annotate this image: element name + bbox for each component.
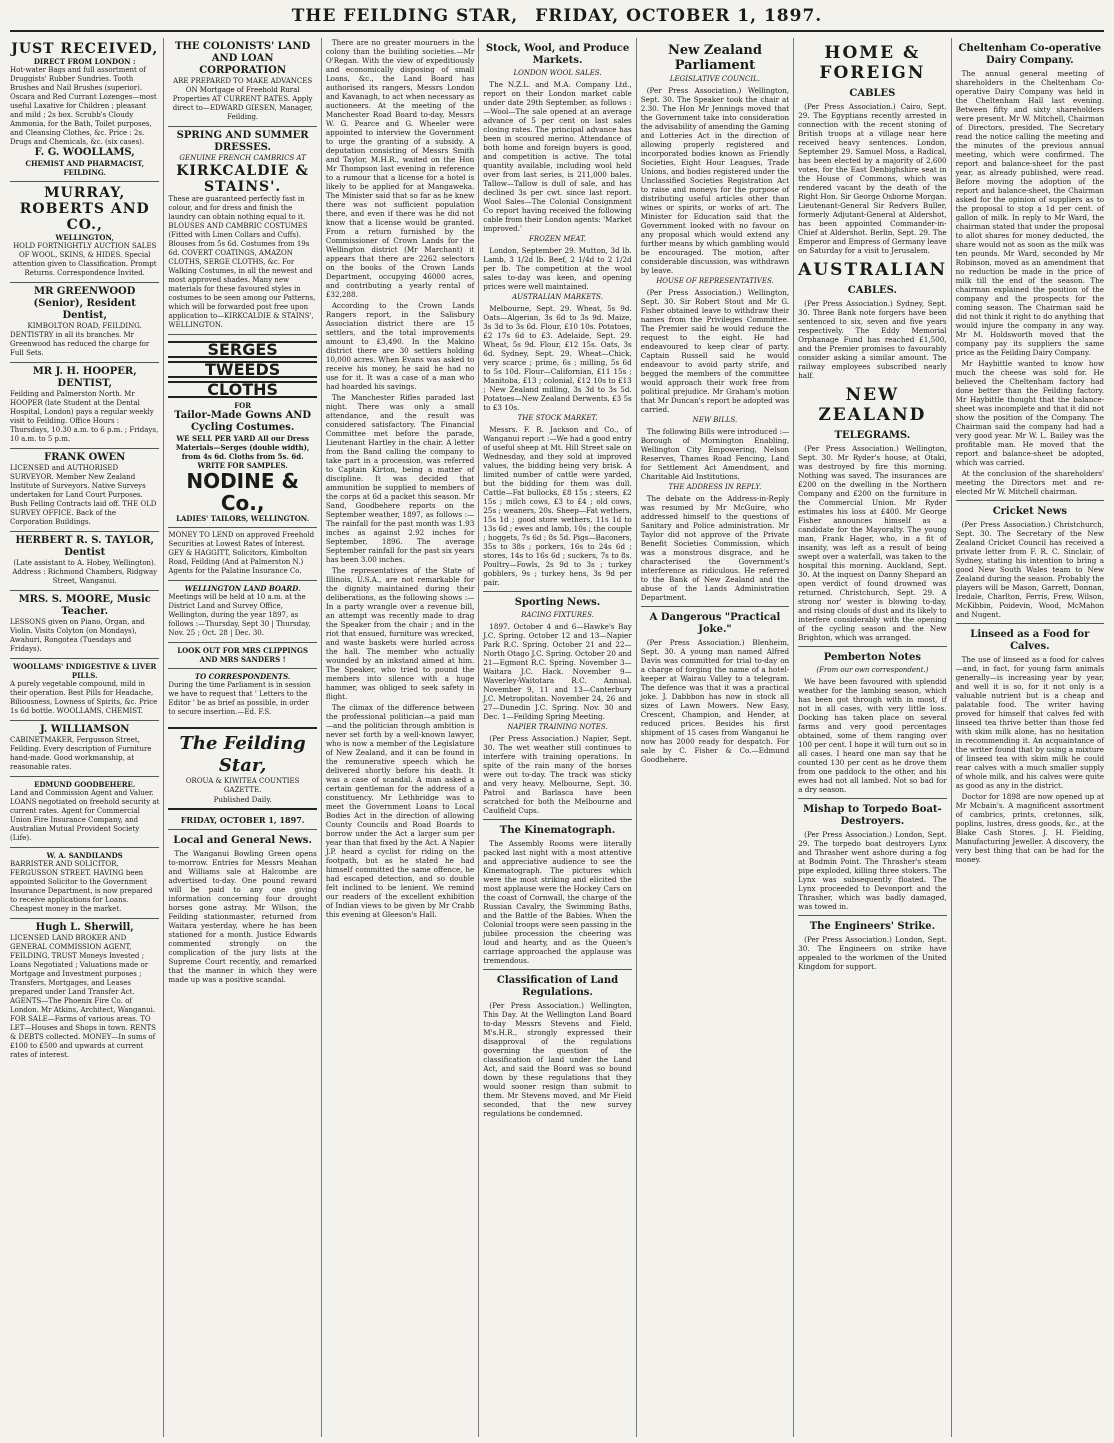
col3-upper-body: There are no greater mourners in the colony than the building societies.—Mr O'Regan. With the view of expeditiously and economically disposing of small Loans, &c., the Land Board has authorised its rangers, Messrs London and Kavanagh, to act when necessary as auctioneers. At the meeting of the Manchester Road Board to-day, Messrs W. G. Pearce and G. Wheeler were appointed to interview the Government to urge the granting of a subsidy. A deputation consisting of Messrs Smith and Taylor, M.H.R., waited on the Hon Mr Thompson last evening in reference to a rumour that a license for a hotel is likely to be applied for at Mangaweka. The Minister said that so far as he knew there was not sufficient population there, and even if there was he did not know that a license would be granted. From a return furnished by the Commissioner of Crown Lands for the Wellington district (Mr Marchant) it appears that there are 2262 selectors on the books of the Crown Lands Department, occupying 46000 acres, and contributing a yearly rental of £32,288. bbox=[325, 38, 475, 299]
ad-pills bbox=[10, 659, 159, 721]
ad-kirkcaldie bbox=[168, 127, 316, 335]
ad-murray-name: MURRAY, ROBERTS AND CO., bbox=[19, 185, 150, 233]
ad-dentist bbox=[10, 283, 159, 363]
ad-goodbehere-name: EDMUND GOODBEHERE. bbox=[34, 780, 136, 789]
col3-thwaite-body: The climax of the difference between the professional politician—a paid man—and the politician through ambition is never set forth by a well-known lawyer, who is now a member of the Legislature of New Zealand, and it can be found in the remunerative speech which he delivered shortly before his death. It was a case of scandal. A man asked a certain gentleman for the address of a constituency. Mr Lethbridge was to meet the Government Loans to Local Bodies Act in the direction of allowing County Councils and Road Boards to borrow under the Act a larger sum per year than that fixed by the Act. A Napier J.P. heard a cyclist for riding on the footpath, but as he stated he had himself committed the same offence, he had escaped detection, and so double felt inclined to be lenient. We remind our readers of the excellent exhibition of Indian views to be given by Mr Crabb this evening at Gleeson's Hall. bbox=[325, 703, 475, 919]
ad-taylor-body: (Late assistant to A. Hobey, Wellington). Address : Richmond Chambers, Ridgway Street, Wanganui. bbox=[12, 559, 158, 585]
london-wool-heading: LONDON WOOL SALES. bbox=[513, 69, 602, 77]
ad-lookout bbox=[168, 643, 316, 669]
ad-correspondents bbox=[168, 669, 316, 721]
classification-body: (Per Press Association.) Wellington, This Day. At the Wellington Land Board to-day Messrs Stevens and Field, M's.H.R., strongly expressed their disapproval of the regulations governing the question of the classification of land under the Land Act, and said the Board was so bound down by these regulations that they would sooner resign than submit to them. Mr Stevens moved, and Mr Field seconded, that the new survey regulations be condemned. bbox=[483, 1001, 632, 1118]
home-foreign-sub: CABLES bbox=[849, 88, 896, 99]
ad-drugs-chemist: F. G. WOOLLAMS, bbox=[34, 147, 135, 158]
joke-body: (Per Press Association.) Blenheim, Sept. 30. A young man named Alfred Davis was committed for trial to-day on a charge of forging the name of a hotel-keeper at Wairau Valley to a telegram. The defence was that it was a practical joke. J. Dabbbon has now in stock all sizes of Lawn Mowers. New Easy, Crescent, Champion, and Hender, at reduced prices. Besides his first shipment of 15 cases from Wanganui he now has 2000 ready for despatch. For sale by C. Fisher & Co.—Edmund Goodbehere. bbox=[640, 638, 790, 764]
ad-drugs bbox=[10, 38, 159, 182]
debate-heading: THE ADDRESS IN REPLY. bbox=[668, 483, 762, 491]
nz-telegrams-sub: TELEGRAMS. bbox=[834, 430, 911, 441]
stock-market-heading: THE STOCK MARKET. bbox=[517, 414, 598, 422]
sporting-heading: Sporting News. bbox=[514, 597, 601, 608]
london-wool-body: The N.Z.L. and M.A. Company Ltd., report on their London market cable under date 29th September, as follows :—Wool—The sale opened at an average advance of 5 per cent on last sales closing rates. The principal advance has been in scoured merino. Attendance of both home and foreign buyers is good, and competition is active. The total quantity available, including wool held over from last series, is 211,000 bales. Tallow—Tallow is dull of sale, and has declined 3s per cwt. since last report. Wool Sales—The Colonial Consignment Co report having received the following cable from their London agents: 'Market improved.' bbox=[483, 80, 632, 233]
new-bills-heading: NEW BILLS. bbox=[692, 416, 738, 424]
ad-dentist-name: MR GREENWOOD (Senior), Resident Dentist, bbox=[33, 286, 136, 321]
racing-heading: RACING FIXTURES. bbox=[521, 611, 594, 619]
ad-kirk-name: KIRKCALDIE & STAINS'. bbox=[176, 163, 310, 195]
newspaper-gazette: OROUA & KIWITEA COUNTIES GAZETTE. bbox=[185, 777, 300, 794]
ad-hooper-name: MR J. H. HOOPER, DENTIST, bbox=[32, 366, 137, 389]
napier-heading: NAPIER TRAINING NOTES. bbox=[507, 723, 608, 731]
ad-nodine bbox=[168, 335, 316, 528]
ad-spring-heading: SPRING AND SUMMER DRESSES. bbox=[176, 130, 309, 153]
cricket-heading: Cricket News bbox=[992, 506, 1067, 517]
ad-nodine-serges: SERGES bbox=[168, 341, 316, 358]
ad-sherwill-name: Hugh L. Sherwill, bbox=[35, 922, 134, 933]
newspaper-published: Published Daily. bbox=[213, 795, 272, 804]
engineers-heading: The Engineers' Strike. bbox=[809, 921, 936, 932]
parliament-heading: New Zealand Parliament bbox=[667, 43, 762, 73]
col3-manchester-body: The Manchester Rifles paraded last night. There was only a small attendance, and the result was considered satisfactory. The Financial Committee met before the parade, Lieutenant Hartley in the chair. A letter from the Band calling the company to take part in a procession, was referred to Captain Kirton, being a matter of discipline. It was decided that ammunition be supplied to members of the corps at 6d a packet this season. Mr Sand, Goodbehere reports on the September weather, 1897, as follows :—The rainfall for the past month was 1.93 inches as against 2.92 inches for September, 1896. The average September rainfall for the past six years has been 3.00 inches. bbox=[325, 393, 475, 564]
ad-sandilands bbox=[10, 848, 159, 919]
pemberton-body: We have been favoured with splendid weather for the lambing season, which has been got through with in most, if not in all cases, with very little loss. Docking has taken place on several farms and very good percentages obtained, some of them ranging over 100 per cent. I hope it will turn out so in all cases. I heard one man say that he counted 130 per cent as he drove them from one paddock to the other, and his ewes had not all lambed. Not so bad for a dry season. bbox=[798, 677, 947, 794]
column-7 bbox=[951, 38, 1108, 1437]
australian-markets-heading: AUSTRALIAN MARKETS. bbox=[512, 293, 603, 301]
issue-date: FRIDAY, OCTOBER 1, 1897. bbox=[180, 815, 305, 825]
cricket-body: (Per Press Association.) Christchurch, Sept. 30. The Secretary of the New Zealand Cricket Council has received a private letter from F. R. C. Sinclair, of Sydney, stating his intention to bring a good New South Wales team to New Zealand during the season. Probably the players will be Mason, Garrett, Donnan, Iredale, Charlton, Ferris, Frew, Wilson, McKibbin, Poidevin, Wood, McMahon and Nugent. bbox=[955, 520, 1105, 619]
ad-pills-name: WOOLLAMS' INDIGESTIVE & LIVER PILLS. bbox=[13, 662, 157, 680]
column-4 bbox=[478, 38, 635, 1437]
ad-williamson-body: CABINETMAKER, Fergusson Street, Feilding. Every description of Furniture hand-made. Good workmanship, at reasonable rates. bbox=[10, 736, 152, 771]
ad-murray-body: HOLD FORTNIGHTLY AUCTION SALES OF WOOL, SKINS, & HIDES. Special attention given to Classification. Prompt Returns. Correspondence Invited. bbox=[12, 242, 157, 277]
debate-body: The debate on the Address-in-Reply was resumed by Mr McGuire, who addressed himself to the questions of Sanitary and Police administration. Mr Taylor did not approve of the Private Benefit Societies Commission, which was a monstrous disgrace, and he characterised the Government's interference as ridiculous. He referred to the Bank of New Zealand and the abuse of the Lands Administration Department. bbox=[640, 494, 790, 602]
cheltenham-heading: Cheltenham Co-operative Dairy Company. bbox=[958, 43, 1102, 66]
column-3 bbox=[321, 38, 478, 1437]
newspaper-title-block bbox=[168, 727, 316, 810]
ad-nodine-cloths: CLOTHS bbox=[168, 381, 316, 398]
local-news-heading: Local and General News. bbox=[173, 835, 312, 846]
pemberton-sub: (From our own correspondent.) bbox=[816, 666, 929, 674]
ad-corr-body: During the time Parliament is in session we have to request that ' Letters to the Editor ' be as brief as possible, in order to secure insertion.—Ed. F.S. bbox=[168, 681, 311, 716]
engineers-body: (Per Press Association.) London, Sept. 30. The Engineers on strike have appealed to the workmen of the United Kingdom for support. bbox=[798, 935, 947, 971]
col3-weather-body: The representatives of the State of Illinois, U.S.A., are not remarkable for the dignity maintained during their deliberations, as the following shows :—In a party wrangle over a revenue bill, an attempt was recently made to drag the Speaker from the chair ; and in the riot that ensued, furniture was wrecked, and waste baskets were hurled across the hall. The member who actually wounded by an inkstand aimed at him. The Speaker, who tried to pound the members into silence with a huge hammer, was obliged to seek safety in flight. bbox=[325, 566, 475, 701]
ad-nodine-name: NODINE & Co., bbox=[186, 469, 299, 515]
ad-loan-body: MONEY TO LEND on approved Freehold Securities at Lowest Rates of Interest. GEY & HAGGITT, Solicitors, Kimbolton Road, Feilding (And at Palmerston N.) Agents for the Palatine Insurance Co. bbox=[168, 531, 315, 575]
ad-sherwill-body: LICENSED LAND BROKER AND GENERAL COMMISSION AGENT, FEILDING. TRUST Moneys Invested ; Loans Negotiated ; Valuations made or Mortgage and Investment purposes ; Transfers, Mortgages, and Leases prepared under Land Transfer Act. AGENTS—The Phoenix Fire Co. of London. Mr Atkins, Architect, Wanganui. FOR SALE—Farms of various areas. TO LET—Houses and Shops in town. RENTS & DEBTS collected. MONEY—In sums of £100 to £500 and upwards at current rates of interest. bbox=[10, 934, 156, 1059]
ad-board-body: Meetings will be held at 10 a.m. at the District Land and Survey Office, Wellington, during the year 1897, as follows :—Thursday, Sept 30 | Thursday, Nov. 25 ; Oct. 28 | Dec. 30. bbox=[168, 593, 311, 637]
house-heading: HOUSE OF REPRESENTATIVES. bbox=[656, 277, 774, 285]
ad-dentist-body: DENTISTRY in all its branches. Mr Greenwood has reduced the charge for Full Sets. bbox=[10, 331, 150, 357]
col3-rangers-body: According to the Crown Lands Rangers report, in the Salisbury Association district there are 15 settlers, and the total improvements amount to £3,490. In the Makino district there are 30 settlers holding 10,000 acres. When Evans was asked to receive his money, he said he had no use for it. It was a case of a man who had hoarded his savings. bbox=[325, 301, 475, 391]
ad-board bbox=[168, 581, 316, 643]
column-1 bbox=[6, 38, 163, 1437]
blake-body: Doctor for 1898 are now opened up at Mr Mcbain's. A magnificent assortment of cambrics, prints, cretonnes, silk, poplins, lustres, dress goods, &c., at the Blake Cash Stores. J. H. Fielding, Manufacturing Jeweller. A discovery, the very best thing that can be had for the money. bbox=[955, 792, 1105, 864]
ad-goodbehere bbox=[10, 777, 159, 848]
frozen-meat-heading: FROZEN MEAT. bbox=[529, 235, 587, 243]
kinematograph-heading: The Kinematograph. bbox=[499, 825, 616, 836]
ad-nodine-sub: LADIES' TAILORS, WELLINGTON. bbox=[176, 514, 310, 523]
ad-williamson bbox=[10, 721, 159, 777]
ad-corr-heading: TO CORRESPONDENTS. bbox=[194, 672, 291, 681]
masthead-name: THE FEILDING STAR, bbox=[291, 6, 519, 26]
ad-drugs-sub: DIRECT FROM LONDON : bbox=[33, 57, 136, 66]
column-2 bbox=[163, 38, 320, 1437]
ad-dentist-addr: KIMBOLTON ROAD, FEILDING. bbox=[27, 322, 142, 330]
council-heading: LEGISLATIVE COUNCIL. bbox=[669, 75, 761, 83]
torpedo-heading: Mishap to Torpedo Boat-Destroyers. bbox=[803, 804, 942, 827]
ad-moore bbox=[10, 591, 159, 659]
torpedo-body: (Per Press Association.) London, Sept. 29. The torpedo boat destroyers Lynx and Thrasher went ashore during a fog at Bodmin Point. The Thrasher's steam pipe exploded, killing three stokers. The Lynx was subsequently floated. The Lynx proceeded to Devonport and the Thrasher, which was badly damaged, was towed in. bbox=[798, 830, 947, 911]
nz-telegrams-body: (Per Press Association.) Wellington, Sept. 30. Mr Ryder's house, at Otaki, was destroyed by fire this morning. Nothing was saved. The insurances are £200 on the dwelling in the Northern Company and £200 on the furniture in the Commercial Union. Mr Ryder estimates his loss at £400. Mr George Fisher announces himself as a candidate for the Mayoralty. The young man, Frank Hager, who, in a fit of insanity, was left as a result of being swept over a waterfall, was taken to the hospital this morning. Auckland, Sept. 30. At the inquest on Danny Shepard an open verdict of found drowned was returned. Christchurch, Sept. 29. A strong nor' wester is blowing to-day, and rising clouds of dust and its likely to interfere considerably with the opening of the cycling season and the New Brighton, which was arranged. bbox=[798, 444, 947, 642]
ad-moore-name: MRS. S. MOORE, Music Teacher. bbox=[18, 594, 151, 617]
ad-murray-place: WELLINGTON, bbox=[55, 233, 114, 242]
napier-body: (Per Press Association.) Napier, Sept. 30. The wet weather still continues to interfere with training operations. In spite of the rain many of the horses were out to-day. The track was sticky and very heavy. Melbourne, Sept. 30. Patrol and Barlasca have been scratched for both the Melbourne and Caulfield Cups. bbox=[483, 734, 632, 815]
ad-colonists-name: THE COLONISTS' LAND AND LOAN CORPORATION bbox=[175, 41, 311, 76]
columns bbox=[6, 38, 1108, 1437]
ad-kirk-sub: GENUINE FRENCH CAMBRICS AT bbox=[179, 154, 306, 162]
racing-body: 1897. October 4 and 6—Hawke's Bay J.C. Spring. October 12 and 13—Napier Park R.C. Spring. October 21 and 22—North Otago J.C. Spring. October 20 and 21—Egmont R.C. Spring. November 3—Waitara J.C. Hack. November 9—Waverley-Waitotara R.C. Annual. November 9, 11 and 13—Canterbury J.C. Metropolitan. November 24, 26 and 27—Dunedin J.C. Spring. Nov. 30 and Dec. 1—Feilding Spring Meeting. bbox=[483, 622, 632, 721]
ad-owen bbox=[10, 449, 159, 532]
ad-drugs-heading: JUST RECEIVED, bbox=[11, 41, 159, 57]
ad-owen-name: FRANK OWEN bbox=[44, 452, 126, 463]
ad-drugs-body: Hot-water Bags and full assortment of Druggists' Rubber Sundries. Tooth Brushes and Nail Brushes (superior). Oscara and Red Currant Lozenges—most useful Laxative for Children ; pleasant and mild ; 2s box. Scrubb's Cloudy Ammonia, for the Bath, Toilet purposes, and Cleansing Clothes, &c. Price : 2s. Drugs and Chemicals, &c. (six cases). bbox=[10, 66, 157, 146]
ad-moore-body: LESSONS given on Piano, Organ, and Violin. Visits Colyton (on Mondays), Awahuri, Rongotea (Tuesdays and Fridays). bbox=[10, 618, 145, 653]
ad-nodine-tweeds: TWEEDS bbox=[168, 361, 316, 378]
ad-lookout-body: LOOK OUT FOR MRS CLIPPINGS AND MRS SANDERS ! bbox=[177, 646, 309, 664]
ad-colonists bbox=[168, 38, 316, 127]
home-foreign-heading: HOME & FOREIGN bbox=[819, 43, 926, 83]
newspaper-title: The Feilding Star, bbox=[179, 733, 306, 776]
local-news-body: The Wanganui Bowling Green opens to-morrow. Entries for Messrs Meahan and Williams sale at Halcombe are advertised to-day. One pound reward will be paid to any one giving information concerning four drought horses gone astray. Mr Wilson, the Feilding stationmaster, returned from Waitara yesterday, where he has been stationed for a month. Justice Edwards commented strongly on the complication of the jury lists at the Supreme Court recently, and remarked that the manner in which they were made up was a positive scandal. bbox=[168, 849, 317, 984]
dairy-body: Mr Haybittle wanted to know how much the cheese was sold for. He believed the Cheltenham factory had done better than the Feilding factory. Mr Haybittle thought that the balance-sheet was incomplete and that it did not show the position of the Company. The Chairman said the company had had a very good year. Mr W. L. Bailey was the profitable man. He moved that the report and balance-sheet be adopted, which was carried. bbox=[955, 359, 1105, 467]
ad-taylor-name: HERBERT R. S. TAYLOR, Dentist bbox=[15, 535, 154, 558]
ad-colonists-body: ARE PREPARED TO MAKE ADVANCES ON Mortgage of Freehold Rural Properties AT CURRENT RATES. Apply direct to—EDWARD GIESEN, Manager, Feilding. bbox=[172, 77, 313, 121]
ad-goodbehere-body: Land and Commission Agent and Valuer. LOANS negotiated on freehold security at current rates. Agent for Commercial Union Fire Insurance Company, and Australian Mutual Provident Society (Life). bbox=[10, 789, 160, 842]
council-body: (Per Press Association.) Wellington, Sept. 30. The Speaker took the chair at 2.30. The Hon Mr Jennings moved that the Government take into consideration the advisability of amending the Gaming and Lotteries Act in the direction of allowing properly registered and incorporated bodies known as Friendly Societies, Eight Hour Leagues, Trade Unions, and bodies registered under the Unclassified Societies Registration Act to raise and moneys for the purpose of distributing useful articles other than wines or spirits, or works of art. The Minister for Education said that the Government looked with no favour on any proposal which would extend any further means by which gambling would be encouraged. The motion, after considerable discussion, was withdrawn by leave. bbox=[640, 86, 790, 275]
stock-heading: Stock, Wool, and Produce Markets. bbox=[485, 43, 630, 66]
linseed-body: The use of linseed as a food for calves—and, in fact, for young farm animals generally—is increasing year by year, and well it is so, for it not only is a valuable nutrient but is a cheap and palatable food. The writer having proved for himself that calves fed with linseed tea thrive better than those fed with skim milk alone, has no hesitation in recommending it. An acquaintance of the writer found that by using a mixture of linseed tea with skim milk he could rear calves with a much smaller supply of whole milk, and his calves were quite as good as any in the district. bbox=[955, 655, 1105, 790]
column-6 bbox=[793, 38, 950, 1437]
australian-markets-body: Melbourne, Sept. 29. Wheat, 5s 9d. Oats—Algerian, 3s 6d to 3s 9d. Maize, 3s 3d to 3s 6d. Flour, £10 10s. Potatoes, £2 17s 6d to £3. Adelaide, Sept. 29. Wheat, 5s 9d. Flour, £12 15s. Oats, 3s 6d. Sydney, Sept. 29. Wheat—Chick, very scarce ; prime, 6s ; milling, 5s 6d to 5s 10d. Flour—Californian, £11 15s ; Manitoba, £13 ; colonial, £12 10s to £13 ; New Zealand milling, 3s 3d to 3s 5d. Potatoes—New Zealand Derwents, £3 5s to £3 10s. bbox=[483, 304, 632, 412]
stock-market-body: Messrs. F. R. Jackson and Co., of Wanganui report :—We had a good entry of useful sheep at Mt. Hill Street sale on Wednesday, and they sold at improved values, the bidding being very brisk. A limited number of cattle were yarded, but the bidding for them was dull. Cattle—Fat bullocks, £8 15s ; steers, £2 15s ; milch cows, £3 to £4 ; old cows, 25s ; weaners, 20s. Sheep—Fat wethers, 15s 1d ; good store wethers, 11s 1d to 13s 6d ; ewes and lamb, 10s ; the couple ; hoggets, 7s 6d ; 8s 5d. Pigs—Baconers, 35s to 38s ; porkers, 16s to 24s 6d ; stores, 14s to 16s 6d ; suckers, 7s to 8s. Poultry—Fowls, 2s 9d to 3s ; turkey gobblers, 9s ; turkey hens, 3s 9d per pair. bbox=[483, 425, 632, 587]
australian-cables-sub: CABLES. bbox=[847, 285, 897, 296]
ad-hooper-body: Feilding and Palmerston North. Mr HOOPER (late Student at the Dental Hospital, London) pays a regular weekly visit to Feilding. Office Hours : Thursdays, 10.30 a.m. to 6 p.m. ; Fridays, 10 a.m. to 5 p.m. bbox=[10, 390, 159, 443]
ad-hooper bbox=[10, 363, 159, 449]
joke-heading: A Dangerous "Practical Joke." bbox=[649, 612, 781, 635]
ad-board-heading: WELLINGTON LAND BOARD. bbox=[184, 584, 301, 593]
frozen-meat-body: London, September 29. Mutton, 3d lb. Lamb, 3 1/2d lb. Beef, 2 1/4d to 2 1/2d per lb. The competition at the wool sales to-day was keen, and opening prices were well maintained. bbox=[483, 246, 632, 291]
ad-nodine-gowns: Tailor-Made Gowns AND Cycling Costumes. bbox=[174, 410, 312, 433]
ad-nodine-for: FOR bbox=[234, 401, 252, 410]
ad-nodine-write: WRITE FOR SAMPLES. bbox=[197, 461, 288, 470]
ad-kirk-body: These are guaranteed perfectly fast in colour, and for dress and finish the laundry can obtain nothing equal to it. BLOUSES AND CAMBRIC COSTUMES (Fitted with Linen Collars and Cuffs). Blouses from 5s 6d. Costumes from 19s 6d. COVERT COATINGS, AMAZON CLOTHS, SERGE CLOTHS, &c. For Walking Costumes, in all the newest and most approved shades. Many new materials for these favoured styles in costumes to be seen among our Patterns, which will be forwarded post free upon application to—KIRKCALDIE & STAINS', WELLINGTON. bbox=[168, 195, 316, 329]
linseed-heading: Linseed as a Food for Calves. bbox=[970, 629, 1090, 652]
classification-heading: Classification of Land Regulations. bbox=[496, 975, 619, 998]
new-bills-body: The following Bills were introduced :—Borough of Mornington Enabling, Wellington City Empowering, Nelson Reserves, Thames Road Fencing, Land for Settlement Act Amendment, and Charitable Aid Institutions. bbox=[640, 427, 790, 481]
masthead-date: FRIDAY, OCTOBER 1, 1897. bbox=[535, 6, 823, 26]
ad-nodine-sell: WE SELL PER YARD All our Dress Materials—Serges (double width), from 4s 6d. Cloths from 5s. 6d. bbox=[175, 434, 310, 461]
ad-sherwill bbox=[10, 919, 159, 1064]
pemberton-heading: Pemberton Notes bbox=[823, 652, 922, 663]
nz-telegrams-heading: NEW ZEALAND bbox=[818, 385, 927, 425]
ad-owen-body: LICENSED and AUTHORISED SURVEYOR. Member New Zealand Institute of Surveyors. Native Surveys undertaken for Land Court Purposes. Bush Felling Contracts laid off. THE OLD SURVEY OFFICE. Back of the Corporation Buildings. bbox=[10, 464, 157, 526]
home-foreign-body: (Per Press Association.) Cairo, Sept. 29. The Egyptians recently arrested in connection with the recent stoning of British troops at a village near here received heavy sentences. London, September 29. Samuel Moss, a Radical, has been elected by a majority of 2,600 votes, for the East Denbighshire seat in the House of Commons, which was rendered vacant by the death of the Right Hon. Sir George Osborne Morgan. Lieutenant-General Sir Redvers Buller, formerly Adjutant-General at Aldershot, has been appointed Commander-in-Chief at Aldershot. Berlin, Sept. 29. The Emperor and Empress of Germany leave on Saturday for a visit to Jerusalem. bbox=[798, 102, 947, 255]
house-body: (Per Press Association.) Wellington, Sept. 30. Sir Robert Stout and Mr G. Fisher obtained leave to withdraw their names from the Privileges Committee. The Premier said he would reduce the request to the eight. He had endeavoured to keep clear of party. Captain Russell said he would endeavour to avoid party strife, and begged the members of the committee would approach their work free from political prejudice. Mr Graham's motion that Mr Duncan's report be adopted was carried. bbox=[640, 288, 790, 414]
masthead bbox=[10, 6, 1104, 32]
ad-murray bbox=[10, 182, 159, 283]
cheltenham-body: The annual general meeting of shareholders in the Cheltenham Co-operative Dairy Company was held in the Cheltenham Hall last evening. Between fifty and sixty shareholders were present. Mr W. Mitchell, Chairman of Directors, presided. The Secretary read the notice calling the meeting and the minutes of the previous annual meeting, which were confirmed. The report and balance-sheet for the past year, as already published, were read. Before moving the adoption of the report and balance-sheet, the Chairman asked for the opinion of suppliers as to the proposal to stop a 1d per cent. of gallon of milk. In reply to Mr Ward, the chairman stated that under the proposal to allot shares for money deducted, the share would not as soon as the milk was ten pounds. Mr Ward, seconded by Mr Robinson, moved as an amendment that no reduction be made in the price of milk till the end of the season. The chairman explained the position of the company and the prospects for the coming season. The Chairman said he did not think it right to do anything that would injure the company in any way. Mr M. Holdsworth moved that the company pay its suppliers the same price as the Feilding Dairy Company. bbox=[955, 69, 1105, 357]
ad-loan bbox=[168, 528, 316, 581]
ad-sandilands-name: W. A. SANDILANDS bbox=[46, 851, 123, 860]
ad-williamson-name: J. WILLIAMSON bbox=[39, 724, 130, 735]
australian-cables-body: (Per Press Association.) Sydney, Sept. 30. Three Bank note forgers have been sentenced to six, seven and five years respectively. The Eddy Memorial Orphanage Fund has reached £1,500, and the Premier promises to favourably consider asking a similar amount. The railway employees subscribed nearly half. bbox=[798, 299, 947, 380]
australian-cables-heading: AUSTRALIAN bbox=[798, 260, 948, 280]
kinematograph-body: The Assembly Rooms were literally packed last night with a most attentive and appreciative audience to see the Kinematograph. The pictures which were the most striking and elicited the most applause were the Hockey Cars on the coast of Cornwall, the charge of the Russian Cavalry, the Swimming Baths, and the Battle of the Babies. When the Colonial troops were seen passing in the jubilee procession the cheering was loud and hearty, and as the Queen's carriage approached the applause was tremendous. bbox=[483, 839, 632, 965]
ad-sandilands-body: BARRISTER AND SOLICITOR, FERGUSSON STREET. HAVING been appointed Solicitor to the Government Insurance Department, is now prepared to receive applications for Loans. Cheapest money in the market. bbox=[10, 860, 153, 913]
column-5 bbox=[636, 38, 793, 1437]
election-body: At the conclusion of the shareholders' meeting the Directors met and re-elected Mr W. Mitchell chairman. bbox=[955, 469, 1105, 496]
ad-taylor bbox=[10, 532, 159, 591]
ad-pills-body: A purely vegetable compound, mild in their operation. Best Pills for Headache, Biliousness, Lowness of Spirits, &c. Price 1s 6d bottle. WOOLLAMS, CHEMIST. bbox=[10, 680, 158, 715]
ad-drugs-title: CHEMIST AND PHARMACIST, FEILDING. bbox=[25, 159, 145, 177]
